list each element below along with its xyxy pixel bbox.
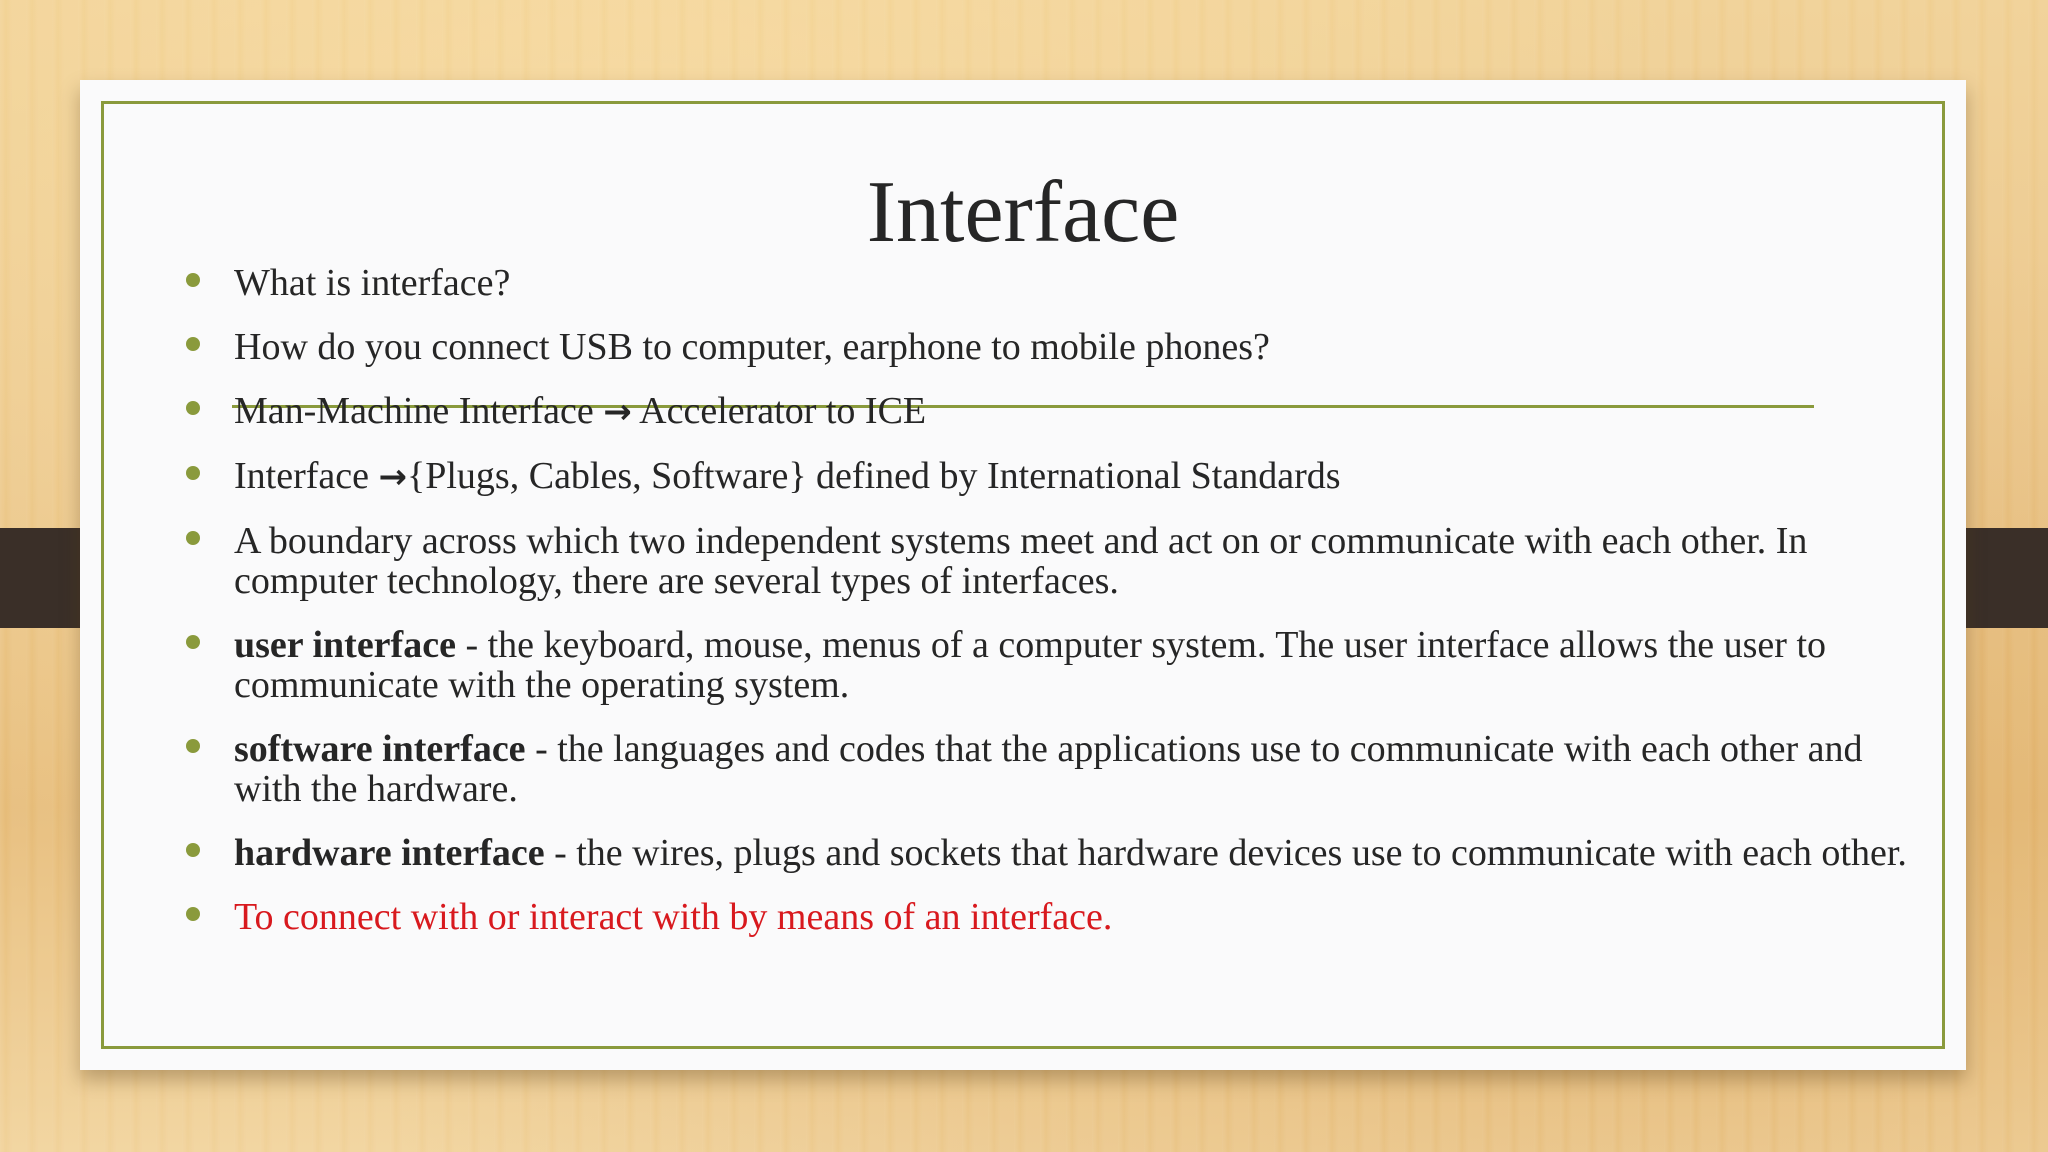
bullet-item	[234, 833, 1934, 873]
right-arrow-icon: →	[603, 392, 632, 432]
bullet-item	[234, 456, 1934, 497]
bullet-dot-icon	[186, 531, 200, 545]
bullet-text	[234, 728, 1863, 810]
bullet-item	[234, 625, 1934, 705]
bullet-text: A boundary across which two independent systems meet and act on or communicate with each other. In computer technology, there are several types of interfaces.	[234, 520, 1808, 602]
right-arrow-icon: →	[378, 457, 407, 497]
bullet-item	[234, 521, 1934, 601]
bullet-dot-icon	[186, 635, 200, 649]
bullet-dot-icon	[186, 466, 200, 480]
bullet-text: What is interface?	[234, 262, 511, 304]
bullet-item	[234, 327, 1934, 367]
bullet-dot-icon	[186, 907, 200, 921]
bullet-term: user interface	[234, 624, 456, 666]
bullet-item	[234, 897, 1934, 937]
slide-title: Interface	[866, 164, 1180, 261]
bullet-dot-icon	[186, 739, 200, 753]
bullet-text	[234, 624, 1826, 706]
bullet-text	[234, 390, 926, 432]
bullet-term: software interface	[234, 728, 526, 770]
bullet-item	[234, 729, 1934, 809]
bullet-text-highlighted: To connect with or interact with by means of an interface.	[234, 896, 1113, 938]
bullet-text	[234, 832, 1907, 874]
bullet-text: How do you connect USB to computer, earphone to mobile phones?	[234, 326, 1270, 368]
bullet-text-after: {Plugs, Cables, Software} defined by International Standards	[407, 455, 1341, 497]
bullet-term: hardware interface	[234, 832, 545, 874]
bullet-dot-icon	[186, 401, 200, 415]
bullet-dot-icon	[186, 843, 200, 857]
slide-canvas	[80, 80, 1966, 1070]
bullet-list	[234, 263, 1934, 961]
bullet-item	[234, 263, 1934, 303]
bullet-dot-icon	[186, 273, 200, 287]
bullet-text	[234, 455, 1341, 497]
bullet-item	[234, 391, 1934, 432]
bullet-description: - the wires, plugs and sockets that hardware devices use to communicate with each other.	[544, 832, 1907, 874]
bullet-description: - the keyboard, mouse, menus of a computer system. The user interface allows the user to communicate with the operating system.	[234, 624, 1826, 706]
bullet-description: - the languages and codes that the applications use to communicate with each other and with the hardware.	[234, 728, 1863, 810]
bullet-text-after: Accelerator to ICE	[631, 390, 927, 432]
bullet-dot-icon	[186, 337, 200, 351]
bullet-text-before: Man-Machine Interface	[234, 390, 604, 432]
bullet-text-before: Interface	[234, 455, 379, 497]
